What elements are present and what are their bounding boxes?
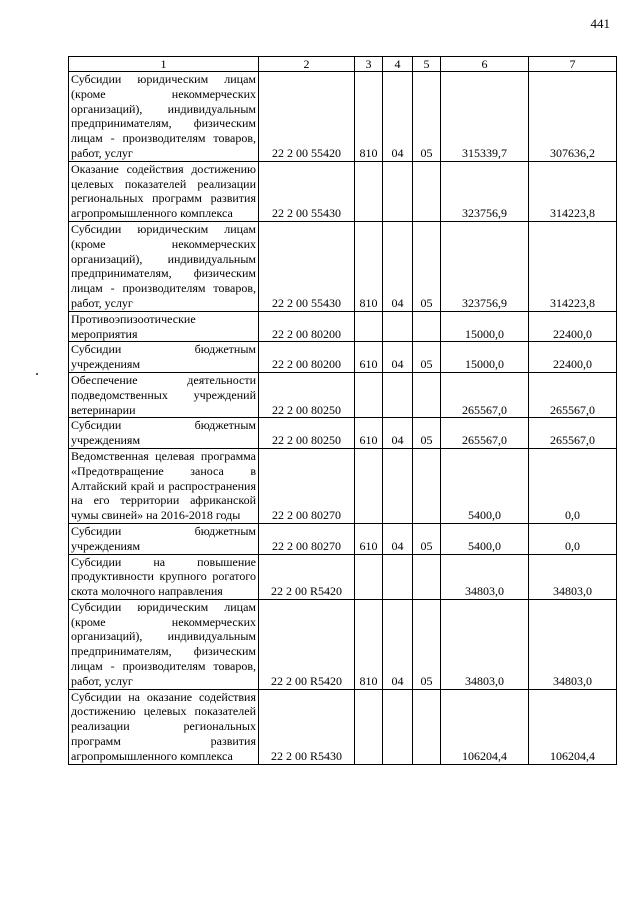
column-header: 3: [355, 57, 383, 72]
row-name: Субсидии на оказание содействия достижению целевых показателей реализации региональных программ развития агропромышленного комплекса: [69, 689, 259, 764]
column-header: 7: [529, 57, 617, 72]
row-name: Субсидии бюджетным учреждениям: [69, 523, 259, 554]
row-subsection: 05: [413, 342, 441, 373]
row-expense-type: 610: [355, 523, 383, 554]
column-header: 4: [383, 57, 413, 72]
row-amount-1: 265567,0: [441, 418, 529, 449]
row-subsection: [413, 554, 441, 599]
column-header: 2: [259, 57, 355, 72]
row-subsection: [413, 448, 441, 523]
row-subsection: 05: [413, 418, 441, 449]
row-amount-2: 307636,2: [529, 72, 617, 162]
row-subsection: [413, 372, 441, 417]
row-section: [383, 311, 413, 342]
row-target-code: 22 2 00 R5420: [259, 599, 355, 689]
column-header: 1: [69, 57, 259, 72]
row-section: [383, 372, 413, 417]
row-expense-type: 610: [355, 342, 383, 373]
row-expense-type: 810: [355, 221, 383, 311]
table-row: [69, 448, 617, 523]
row-amount-2: 0,0: [529, 523, 617, 554]
row-section: [383, 161, 413, 221]
page-number: 441: [590, 16, 610, 31]
row-amount-1: 265567,0: [441, 372, 529, 417]
table-row: [69, 311, 617, 342]
row-name: Субсидии юридическим лицам (кроме некоммерческих организаций), индивидуальным предпринимателям, физическим лицам - производителям товаров, работ, услуг: [69, 72, 259, 162]
row-name: Субсидии бюджетным учреждениям: [69, 418, 259, 449]
row-subsection: 05: [413, 523, 441, 554]
column-header: 6: [441, 57, 529, 72]
row-amount-1: 106204,4: [441, 689, 529, 764]
row-amount-2: 314223,8: [529, 161, 617, 221]
budget-table: [68, 56, 617, 765]
row-section: 04: [383, 523, 413, 554]
row-target-code: 22 2 00 R5420: [259, 554, 355, 599]
row-amount-1: 15000,0: [441, 311, 529, 342]
row-subsection: [413, 689, 441, 764]
row-target-code: 22 2 00 80250: [259, 418, 355, 449]
table-row: [69, 221, 617, 311]
header-row: [69, 57, 617, 72]
row-amount-1: 5400,0: [441, 448, 529, 523]
row-expense-type: [355, 311, 383, 342]
row-amount-2: 314223,8: [529, 221, 617, 311]
row-section: [383, 689, 413, 764]
row-expense-type: 810: [355, 72, 383, 162]
row-name: Противоэпизоотические мероприятия: [69, 311, 259, 342]
column-header: 5: [413, 57, 441, 72]
row-amount-2: 0,0: [529, 448, 617, 523]
row-section: 04: [383, 418, 413, 449]
row-name: Субсидии бюджетным учреждениям: [69, 342, 259, 373]
table-row: [69, 554, 617, 599]
row-amount-2: 22400,0: [529, 342, 617, 373]
row-subsection: 05: [413, 221, 441, 311]
row-target-code: 22 2 00 80200: [259, 311, 355, 342]
row-expense-type: [355, 372, 383, 417]
row-name: Обеспечение деятельности подведомственных учреждений ветеринарии: [69, 372, 259, 417]
row-expense-type: 610: [355, 418, 383, 449]
row-target-code: 22 2 00 80200: [259, 342, 355, 373]
row-section: 04: [383, 72, 413, 162]
row-amount-1: 15000,0: [441, 342, 529, 373]
row-expense-type: [355, 161, 383, 221]
table-row: [69, 342, 617, 373]
row-subsection: [413, 311, 441, 342]
row-amount-2: 34803,0: [529, 554, 617, 599]
row-section: 04: [383, 342, 413, 373]
row-expense-type: [355, 689, 383, 764]
row-subsection: 05: [413, 599, 441, 689]
table-row: [69, 372, 617, 417]
table-row: [69, 599, 617, 689]
row-target-code: 22 2 00 55430: [259, 161, 355, 221]
row-target-code: 22 2 00 55420: [259, 72, 355, 162]
row-name: Субсидии на повышение продуктивности крупного рогатого скота молочного направления: [69, 554, 259, 599]
row-amount-2: 265567,0: [529, 372, 617, 417]
row-section: [383, 554, 413, 599]
table-row: [69, 523, 617, 554]
row-amount-1: 34803,0: [441, 599, 529, 689]
table-row: [69, 72, 617, 162]
row-amount-2: 34803,0: [529, 599, 617, 689]
row-target-code: 22 2 00 80270: [259, 448, 355, 523]
row-name: Субсидии юридическим лицам (кроме некоммерческих организаций), индивидуальным предпринимателям, физическим лицам - производителям товаров, работ, услуг: [69, 221, 259, 311]
row-expense-type: [355, 554, 383, 599]
row-amount-2: 265567,0: [529, 418, 617, 449]
row-target-code: 22 2 00 55430: [259, 221, 355, 311]
row-section: 04: [383, 221, 413, 311]
row-target-code: 22 2 00 R5430: [259, 689, 355, 764]
row-amount-1: 315339,7: [441, 72, 529, 162]
row-amount-2: 106204,4: [529, 689, 617, 764]
row-amount-1: 323756,9: [441, 161, 529, 221]
row-name: Ведомственная целевая программа «Предотвращение заноса в Алтайский край и распространения на его территории африканской чумы свиней» на 2016-2018 годы: [69, 448, 259, 523]
row-subsection: 05: [413, 72, 441, 162]
table-row: [69, 418, 617, 449]
table-row: [69, 161, 617, 221]
scan-speck: [36, 373, 38, 375]
row-subsection: [413, 161, 441, 221]
row-section: [383, 448, 413, 523]
table-row: [69, 689, 617, 764]
row-target-code: 22 2 00 80270: [259, 523, 355, 554]
row-section: 04: [383, 599, 413, 689]
row-amount-1: 34803,0: [441, 554, 529, 599]
row-name: Субсидии юридическим лицам (кроме некоммерческих организаций), индивидуальным предпринимателям, физическим лицам - производителям товаров, работ, услуг: [69, 599, 259, 689]
row-name: Оказание содействия достижению целевых показателей реализации региональных программ развития агропромышленного комплекса: [69, 161, 259, 221]
row-amount-1: 323756,9: [441, 221, 529, 311]
row-amount-1: 5400,0: [441, 523, 529, 554]
row-expense-type: 810: [355, 599, 383, 689]
row-amount-2: 22400,0: [529, 311, 617, 342]
row-target-code: 22 2 00 80250: [259, 372, 355, 417]
row-expense-type: [355, 448, 383, 523]
